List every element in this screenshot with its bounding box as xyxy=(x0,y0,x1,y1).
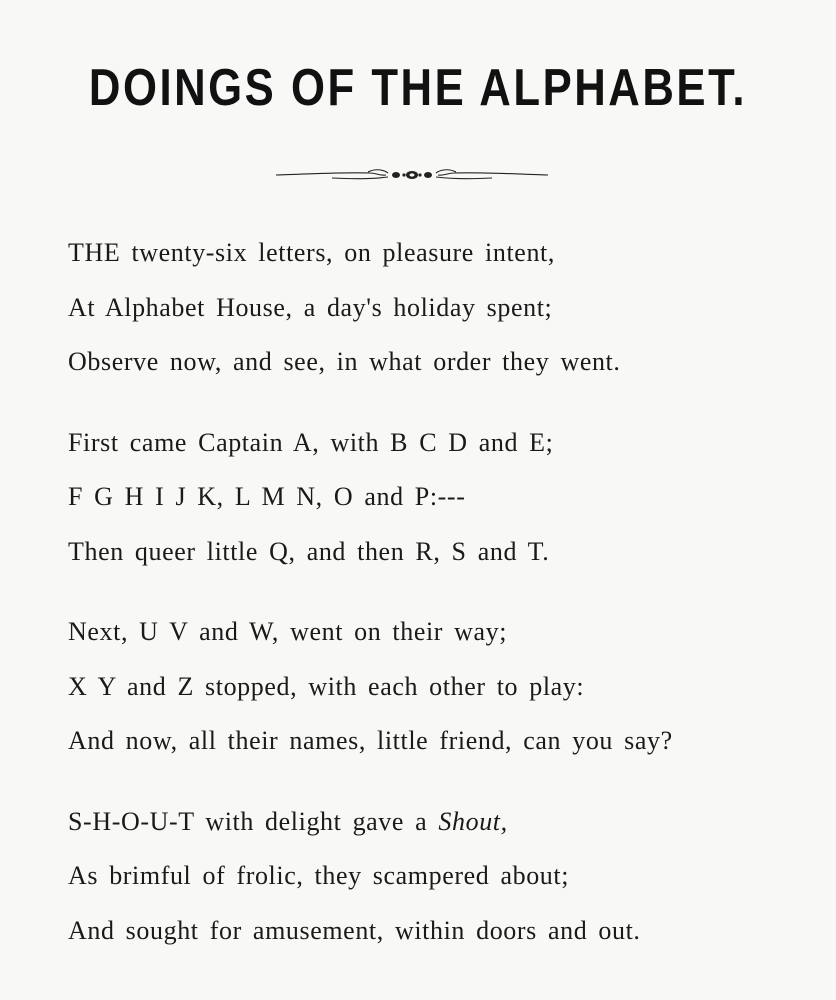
poem-line: THE twenty-six letters, on pleasure intent, xyxy=(68,238,555,267)
poem xyxy=(68,226,808,984)
poem-line: First came Captain A, with B C D and E; xyxy=(68,427,554,457)
stanza-3 xyxy=(68,605,808,769)
decorative-divider-ornament xyxy=(272,160,552,190)
poem-line: And now, all their names, little friend, can you say? xyxy=(68,726,673,755)
poem-line: And sought for amusement, within doors and out. xyxy=(68,915,641,945)
emphasized-word: Shout, xyxy=(438,806,508,836)
poem-line: X Y and Z stopped, with each other to play: xyxy=(68,671,585,701)
poem-line xyxy=(68,795,808,850)
poem-line-text: S-H-O-U-T with delight gave a xyxy=(68,806,428,836)
stanza-1 xyxy=(68,226,808,390)
poem-line: As brimful of frolic, they scampered about; xyxy=(68,861,570,890)
page-title: DOINGS OF THE ALPHABET. xyxy=(88,59,748,117)
poem-line: F G H I J K, L M N, O and P:--- xyxy=(68,482,466,511)
poem-line: At Alphabet House, a day's holiday spent; xyxy=(68,292,553,322)
stanza-2 xyxy=(68,416,808,580)
poem-line: Next, U V and W, went on their way; xyxy=(68,617,508,646)
poem-line: Observe now, and see, in what order they went. xyxy=(68,347,621,376)
stanza-4 xyxy=(68,795,808,959)
poem-line: Then queer little Q, and then R, S and T. xyxy=(68,536,550,566)
